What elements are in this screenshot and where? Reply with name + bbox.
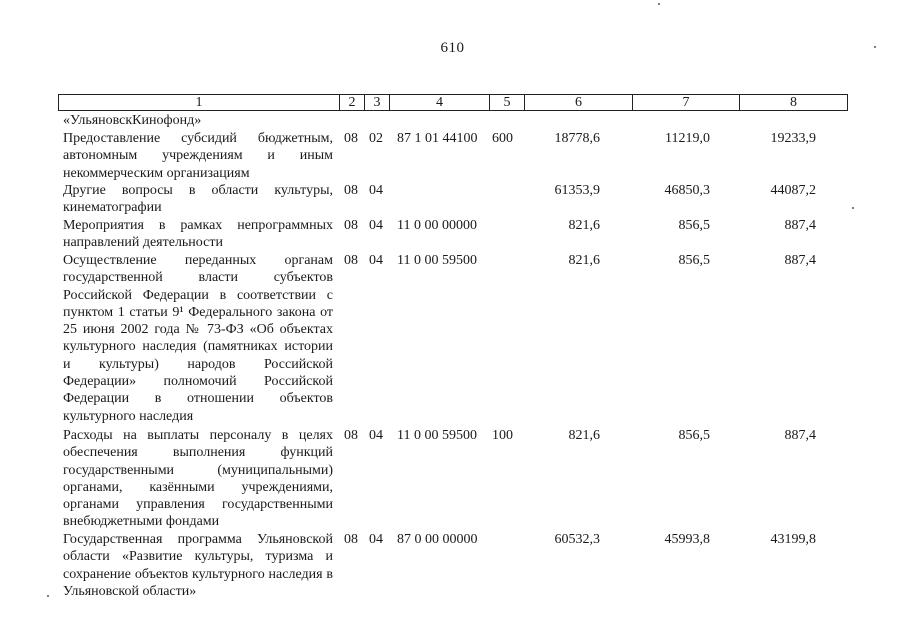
row-target-code: 11 0 00 59500 bbox=[397, 428, 477, 443]
row-value-8: 887,4 bbox=[784, 218, 816, 233]
column-header-4: 4 bbox=[389, 95, 489, 110]
row-value-7: 856,5 bbox=[678, 218, 710, 233]
row-value-7: 46850,3 bbox=[664, 183, 710, 198]
row-value-6: 61353,9 bbox=[554, 183, 600, 198]
row-section-code: 08 bbox=[344, 428, 358, 443]
row-name: Государственная программа Ульяновской области «Развитие культуры, туризма и сохранение объектов культурного наследия в Ульяновской области» bbox=[63, 532, 333, 599]
row-name: Расходы на выплаты персоналу в целях обеспечения выполнения функций государственными (муниципальными) органами, казёнными учреждениями, органами управления государственными внебюджетными фондами bbox=[63, 428, 333, 530]
row-target-code: 11 0 00 59500 bbox=[397, 253, 477, 268]
row-value-8: 887,4 bbox=[784, 253, 816, 268]
row-subsection-code: 04 bbox=[369, 532, 383, 547]
row-section-code: 08 bbox=[344, 131, 358, 146]
row-value-6: 821,6 bbox=[568, 218, 600, 233]
row-name: Осуществление переданных органам государственной власти субъектов Российской Федерации в соответствии с пунктом 1 статьи 9¹ Федерального закона от 25 июня 2002 года № 73-ФЗ «Об объектах культурного наследия (памятниках истории и культуры) народов Российской Федерации» полномочий Российской Федерации в отношении объектов культурного наследия bbox=[63, 253, 333, 424]
row-name: Предоставление субсидий бюджетным, автономным учреждениям и иным некоммерческим организациям bbox=[63, 131, 333, 181]
row-value-7: 856,5 bbox=[678, 428, 710, 443]
row-subsection-code: 04 bbox=[369, 253, 383, 268]
column-header-3: 3 bbox=[364, 95, 389, 110]
row-value-8: 887,4 bbox=[784, 428, 816, 443]
scan-speck bbox=[874, 46, 876, 48]
column-header-5: 5 bbox=[489, 95, 524, 110]
row-expense-type: 100 bbox=[492, 428, 513, 443]
column-header-8: 8 bbox=[739, 95, 847, 110]
row-value-8: 19233,9 bbox=[770, 131, 816, 146]
row-value-7: 11219,0 bbox=[665, 131, 710, 146]
scan-speck bbox=[852, 207, 854, 209]
row-section-code: 08 bbox=[344, 532, 358, 547]
row-value-8: 44087,2 bbox=[770, 183, 816, 198]
row-section-code: 08 bbox=[344, 218, 358, 233]
column-header-1: 1 bbox=[195, 95, 203, 110]
row-target-code: 11 0 00 00000 bbox=[397, 218, 477, 233]
row-name: «УльяновскКинофонд» bbox=[63, 113, 202, 128]
column-header-7: 7 bbox=[632, 95, 739, 110]
column-header-6: 6 bbox=[524, 95, 632, 110]
row-name: Другие вопросы в области культуры, кинематографии bbox=[63, 183, 333, 216]
row-value-6: 821,6 bbox=[568, 428, 600, 443]
scan-speck bbox=[47, 595, 49, 597]
row-name: Мероприятия в рамках непрограммных направлений деятельности bbox=[63, 218, 333, 251]
row-section-code: 08 bbox=[344, 253, 358, 268]
scan-speck bbox=[658, 3, 660, 5]
row-value-7: 45993,8 bbox=[664, 532, 710, 547]
row-value-6: 821,6 bbox=[568, 253, 600, 268]
page-number: 610 bbox=[440, 40, 465, 56]
row-subsection-code: 04 bbox=[369, 428, 383, 443]
row-value-8: 43199,8 bbox=[770, 532, 816, 547]
row-value-6: 18778,6 bbox=[554, 131, 600, 146]
row-expense-type: 600 bbox=[492, 131, 513, 146]
row-value-7: 856,5 bbox=[678, 253, 710, 268]
row-subsection-code: 02 bbox=[369, 131, 383, 146]
row-value-6: 60532,3 bbox=[554, 532, 600, 547]
table-header-row bbox=[58, 94, 848, 111]
row-subsection-code: 04 bbox=[369, 183, 383, 198]
row-target-code: 87 1 01 44100 bbox=[397, 131, 478, 146]
row-target-code: 87 0 00 00000 bbox=[397, 532, 478, 547]
column-header-2: 2 bbox=[339, 95, 364, 110]
row-section-code: 08 bbox=[344, 183, 358, 198]
row-subsection-code: 04 bbox=[369, 218, 383, 233]
